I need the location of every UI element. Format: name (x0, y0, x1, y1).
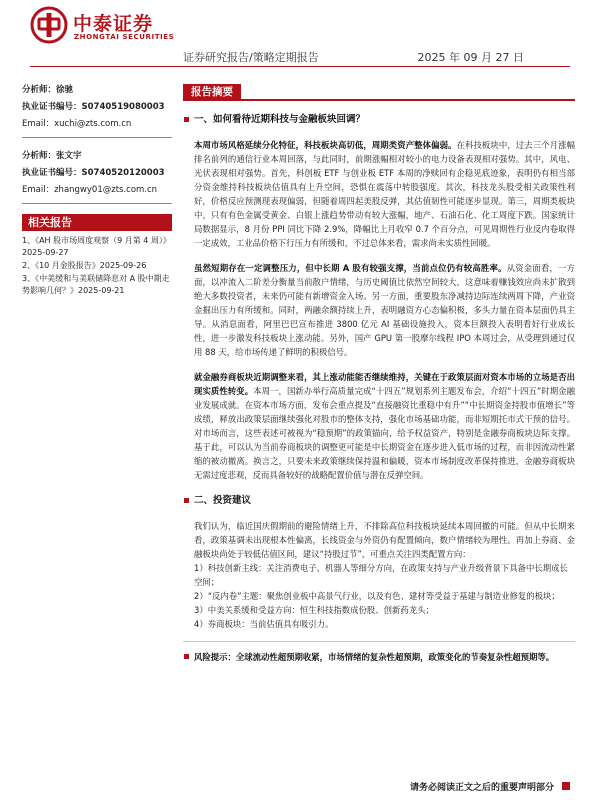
paragraph-body: 本周一，国新办举行高质量完成“十四五”规划系列主题发布会，介绍“十四五”时期金融业发展成就。在资本市场方面，发布会重点提及“直接融资比重稳中有升”“中长期资金持股市值增长”等成绩，释放出政策层面继续强化对股市的整体支持，强化市场基础功能，而非短期托市式干预的信号。对市场而言，这些表述可被视为“稳预期”的政策锚向，给予权益资产，特别是金融券商板块边际支撑。基于此，可以认为当前券商板块的调整更可能是中长期资金在逐步进入低市场的过程，而非因流动性紧缩的被动撤离。换言之，只要未来政策继续保持温和偏暖，资本市场制度改革保持推进，金融券商板块无需过度悲观，反而具备较好的战略配置价值与潜在反弹空间。 (194, 386, 576, 480)
email-address[interactable]: zhangwy01@zts.com.cn (54, 185, 158, 195)
logo-name-cn: 中泰证券 (73, 13, 154, 35)
zhongtai-logo-icon (30, 6, 68, 44)
list-item: 3）中美关系缓和受益方向：恒生科技指数成份股、创新药龙头； (194, 605, 434, 615)
report-date: 2025 年 09 月 27 日 (417, 51, 524, 64)
analyst-line (22, 82, 172, 99)
email-label: Email： (22, 119, 55, 129)
analyst-card (22, 82, 172, 138)
summary-title: 报告摘要 (183, 84, 241, 101)
footer-accent (562, 782, 570, 790)
email-line (22, 182, 172, 199)
paragraph: 我们认为，临近国庆假期前的避险情绪上升，不排除高位科技板块延续本周回撤的可能。但从中长期来看，政策基调未出现根本性偏离，长线资金与外资仍有配置倾向，数户情绪较为理性。再加上券商、金融板块尚处于较低估值区间，建议“持股过节”，可重点关注四类配置方向： (194, 521, 575, 559)
sidebar-divider (22, 203, 172, 204)
related-report-link[interactable]: 3、《中美缓和与美联储降息对 A 股中期走势影响几何？》2025-09-21 (22, 274, 170, 295)
report-type: 证券研究报告/策略定期报告 (183, 51, 319, 64)
paragraph (183, 138, 575, 250)
sidebar (22, 82, 172, 298)
analyst-label: 分析师： (22, 85, 57, 95)
company-logo (30, 6, 175, 46)
cert-number: S0740519080003 (81, 102, 165, 112)
paragraph (183, 370, 575, 482)
analyst-line (22, 148, 172, 165)
paragraph (183, 261, 575, 359)
list-item: 2）“反内卷”主题：聚焦创业板中高景气行业，以及有色、建材等受益于基建与制造业修复的板块； (194, 591, 560, 601)
paragraph-lead: 本周市场风格延续分化特征，科技板块高切低，周期类资产整体偏弱。 (194, 140, 457, 150)
sidebar-divider (22, 137, 172, 138)
list-item: 1）科技创新主线：关注消费电子、机器人等细分方向，在政策支持与产业升级背景下具备中长期成长空间； (194, 563, 568, 587)
cert-line (22, 99, 172, 116)
report-body (183, 80, 575, 664)
analyst-name: 张文宇 (56, 151, 82, 161)
related-report-link[interactable]: 1、《AH 股市场周度观察（9 月第 4 周）》2025-09-27 (22, 236, 171, 257)
analyst-label: 分析师： (22, 151, 57, 161)
email-address[interactable]: xuchi@zts.com.cn (54, 119, 132, 129)
section-heading: 二、投资建议 (183, 494, 575, 508)
email-line (22, 116, 172, 133)
paragraph-body: 在科技板块中，过去三个月涨幅排名前列的通信行业本周回落，与此同时，前期涨幅相对较小的电力设备表现相对强势。其中，风电、光伏表现相对强势。首先，科创板 ETF 与创业板 ETF 本周的净赎回有企稳见底迹象，表明仍有相当部分资金维持科技板块估值具有上升空间，恐惧在震荡中转股强度。其次，科技龙头股受相关政策性利好，价格反应预测现表现偏弱，但随着周四起美股反弹，其估值韧性可能逐步显现。第三，周期类板块中，只有有色金属受黄金、白银上涨趋势带动有较大涨幅，地产、石油石化、化工周度下跌。国家统计局数据显示，8 月份 PPI 同比下降 2.9%，降幅比上月收窄 0.7 个百分点，可见周期性行业反内卷取得一定成效，工业品价格下行压力有所缓和，不过总体来看，需求尚未实质性回暖。 (194, 140, 575, 248)
cert-label: 执业证书编号： (22, 168, 82, 178)
email-label: Email： (22, 185, 55, 195)
paragraph-body: 从资金面看，一方面，以冲流入二阶差分衡量当前散户情绪，与历史阈值比依然空间较大，这意味着赚钱效应尚未扩散到绝大多数投资者，未来仍可能有新增资金入场。另一方面，重要股东净减持边际连续两周下降，产业资金掘出压力有所缓和。同时，两融余额持续上升，表明融资方心态偏积极，多头力量在资本层面仍具主导。从消息面看，阿里巴巴宣布推进 3800 亿元 AI 基础设施投入，资本巨额投入表明看好行业成长性，进一步激发科技板块上涨动能。另外，国产 GPU 第一股摩尔线程 IPO 本周过会，从受理到通过仅用 88 天，给市场传递了鲜明的积极信号。 (194, 263, 576, 357)
logo-name-en: ZHONGTAI SECURITIES (74, 33, 175, 41)
list-item: 4）券商板块：当前估值具有吸引力。 (194, 619, 334, 629)
related-reports-title: 相关报告 (22, 214, 172, 231)
disclaimer-note: 请务必阅读正文之后的重要声明部分 (409, 783, 554, 793)
cert-line (22, 165, 172, 182)
risk-warning: 风险提示：全球流动性超预期收紧，市场情绪的复杂性超预期，政策变化的节奏复杂性超预期等。 (183, 650, 575, 664)
analyst-card (22, 148, 172, 204)
recommendation-list (183, 561, 575, 631)
related-reports-list (22, 235, 172, 297)
cert-label: 执业证书编号： (22, 102, 82, 112)
cert-number: S0740520120003 (81, 168, 165, 178)
paragraph-lead: 就金融券商板块近期调整来看，其上涨动能能否继续维持，关键在于政策层面对资本市场的立场是否出现实质性转变。 (194, 372, 575, 396)
related-report-link[interactable]: 2、《10 月金股报告》2025-09-26 (22, 261, 147, 270)
section-divider (183, 641, 575, 642)
summary-divider (183, 99, 575, 101)
paragraph-lead: 虽然短期存在一定调整压力，但中长期 A 股有较强支撑，当前点位仍有较高胜率。 (194, 263, 507, 273)
section-heading: 一、如何看待近期科技与金融板块回调？ (183, 113, 575, 127)
header-divider (30, 66, 570, 67)
analyst-name: 徐驰 (56, 85, 74, 95)
